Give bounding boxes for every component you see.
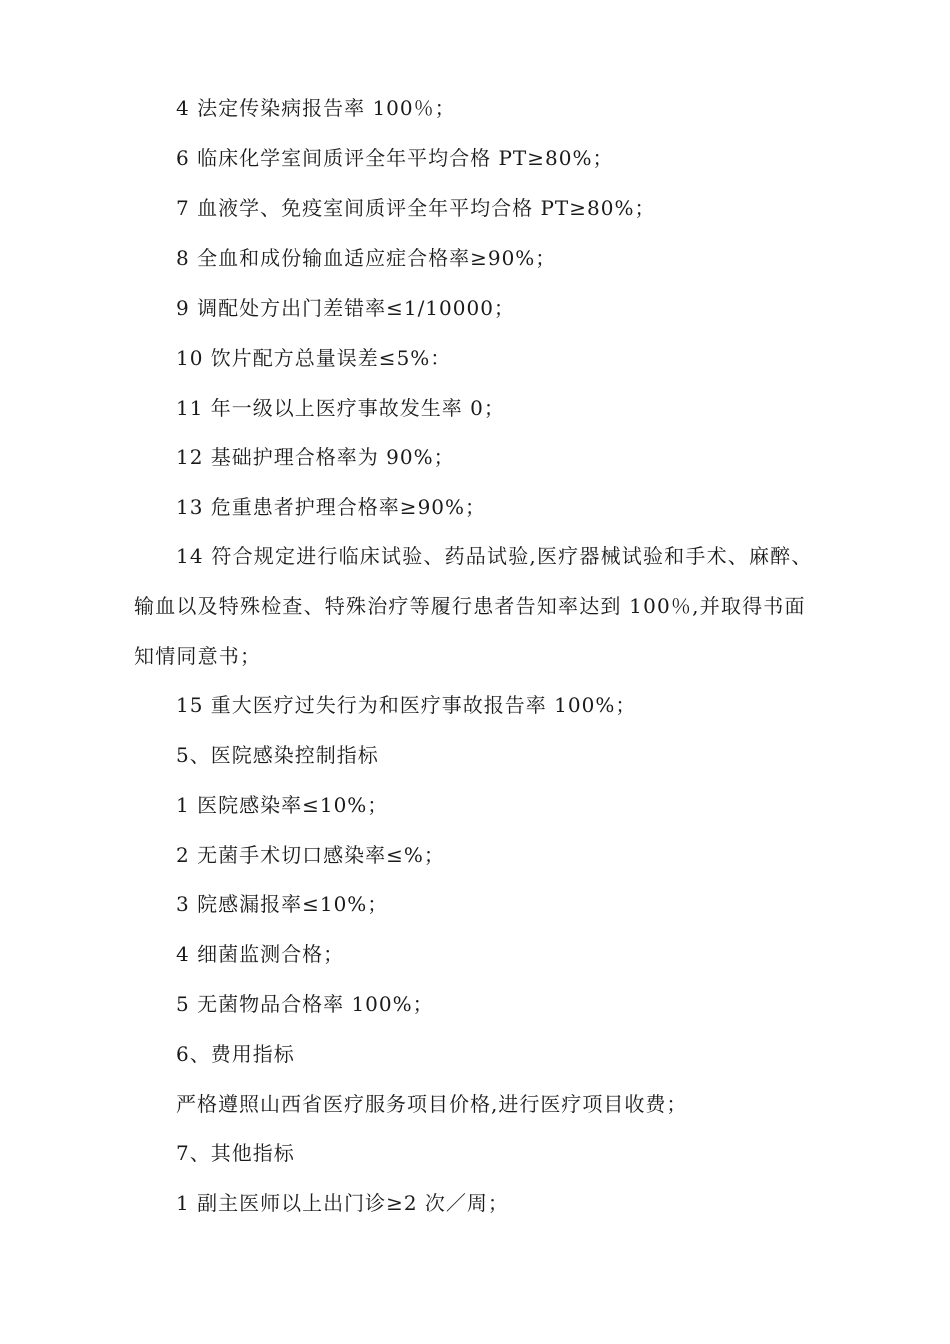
text-line: 2 无菌手术切口感染率≤%； [176,843,445,867]
text-line: 1 副主医师以上出门诊≥2 次／周； [176,1191,509,1215]
text-line: 11 年一级以上医疗事故发生率 0； [176,396,505,420]
text-line: 12 基础护理合格率为 90%； [176,445,455,469]
text-line: 8 全血和成份输血适应症合格率≥90%； [176,246,557,270]
text-line: 3 院感漏报率≤10%； [176,892,389,916]
section-heading: 5、医院感染控制指标 [176,743,379,767]
text-line: 4 细菌监测合格； [176,942,345,966]
text-line: 15 重大医疗过失行为和医疗事故报告率 100%； [176,693,637,717]
text-line: 4 法定传染病报告率 100％； [176,96,456,120]
text-line: 10 饮片配方总量误差≤5%： [176,346,452,370]
text-line: 7 血液学、免疫室间质评全年平均合格 PT≥80%； [176,196,656,220]
section-heading: 7、其他指标 [176,1141,295,1165]
text-line: 6 临床化学室间质评全年平均合格 PT≥80%； [176,146,614,170]
text-paragraph: 14 符合规定进行临床试验、药品试验,医疗器械试验和手术、麻醉、输血以及特殊检查、特殊治疗等履行患者告知率达到 100％,并取得书面知情同意书； [134,544,813,668]
text-line: 9 调配处方出门差错率≤1/10000； [176,296,515,320]
text-line: 13 危重患者护理合格率≥90%； [176,495,487,519]
text-line: 严格遵照山西省医疗服务项目价格,进行医疗项目收费； [176,1092,688,1116]
section-heading: 6、费用指标 [176,1042,295,1066]
text-line: 5 无菌物品合格率 100%； [176,992,434,1016]
text-line: 1 医院感染率≤10%； [176,793,389,817]
